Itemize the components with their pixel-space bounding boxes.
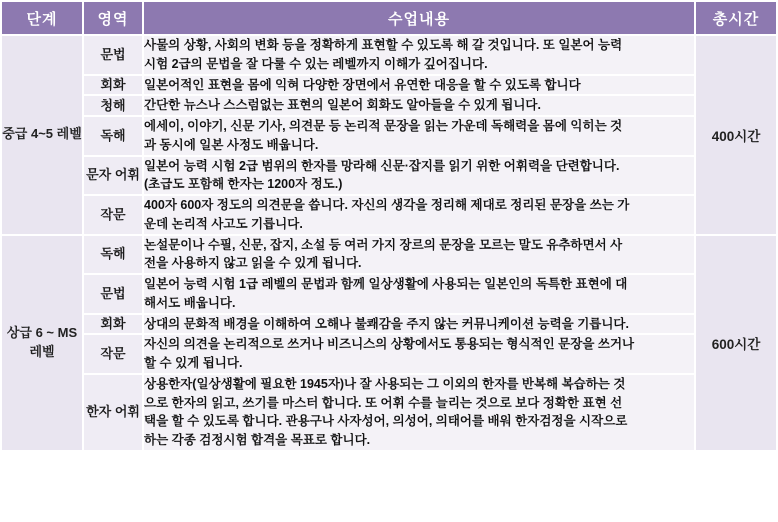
table-row (1, 116, 777, 156)
level-line: 6 ~ MS (35, 324, 78, 340)
total-time-cell-intermediate: 400시간 (695, 35, 777, 235)
area-line: 회화 (100, 77, 126, 93)
content-cell (143, 195, 695, 235)
content-line: 운데 논리적 사고도 기릅니다. (144, 216, 303, 231)
area-line: 독해 (100, 246, 126, 262)
area-cell (83, 235, 143, 275)
area-cell (83, 314, 143, 335)
content-line: 상용한자(일상생활에 필요한 1945자)나 잘 사용되는 그 이외의 한자를 반복해 복습하는 것 (144, 376, 626, 391)
table-row (1, 314, 777, 335)
content-cell (143, 116, 695, 156)
content-line: 해서도 배웁니다. (144, 295, 236, 310)
content-cell (143, 75, 695, 96)
table-row (1, 235, 777, 275)
column-header-total-time: 총시간 (695, 1, 777, 35)
table-row (1, 156, 777, 196)
table-header (1, 1, 777, 35)
content-line: 으로 한자의 읽고, 쓰기를 마스터 합니다. 또 어휘 수를 늘리는 것으로 보다 정확한 표현 선 (144, 395, 623, 410)
content-line: 논설문이나 수필, 신문, 잡지, 소설 등 여러 가지 장르의 문장을 모르는 말도 유추하면서 사 (144, 237, 623, 252)
content-line: 에세이, 이야기, 신문 기사, 의견문 등 논리적 문장을 읽는 가운데 독해력을 몸에 익히는 것 (144, 119, 623, 133)
column-header-content: 수업내용 (143, 1, 695, 35)
table-row (1, 75, 777, 96)
content-line: 하는 각종 검정시험 합격을 목표로 합니다. (144, 433, 371, 447)
content-cell (143, 374, 695, 451)
table-row (1, 334, 777, 374)
content-line: 사물의 상황, 사회의 변화 등을 정확하게 표현할 수 있도록 해 갈 것입니다. 또 일본어 능력 (144, 38, 623, 52)
content-cell (143, 95, 695, 116)
area-line: 독해 (100, 127, 126, 143)
level-line: 4~5 레벨 (30, 126, 82, 142)
area-cell (83, 156, 143, 196)
content-cell (143, 314, 695, 335)
table-header-row (1, 1, 777, 35)
area-line: 문법 (100, 285, 126, 301)
area-line: 작문 (100, 206, 126, 222)
area-line: 어휘 (114, 167, 140, 183)
level-line: 상급 (6, 324, 32, 340)
level-cell-intermediate (1, 35, 83, 235)
content-line: 간단한 뉴스나 스스럼없는 표현의 일본어 회화도 알아들을 수 있게 됩니다. (144, 98, 541, 113)
level-line: 중급 (2, 126, 28, 142)
area-line: 문법 (100, 46, 126, 62)
area-cell (83, 334, 143, 374)
content-cell (143, 334, 695, 374)
content-line: 일본어 능력 시험 1급 레벨의 문법과 함께 일상생활에 사용되는 일본인의 독특한 표현에 대 (144, 277, 628, 291)
content-line: 시험 2급의 문법을 잘 다룰 수 있는 레벨까지 이해가 깊어집니다. (144, 56, 488, 71)
content-line: (초급도 포함해 한자는 1200자 정도.) (144, 177, 343, 192)
area-cell (83, 95, 143, 116)
total-time-cell-advanced: 600시간 (695, 235, 777, 451)
area-cell (83, 75, 143, 96)
area-cell (83, 195, 143, 235)
content-cell (143, 156, 695, 196)
table-row (1, 95, 777, 116)
content-line: 전을 사용하지 않고 읽을 수 있게 됩니다. (144, 256, 362, 271)
column-header-area: 영역 (83, 1, 143, 35)
area-line: 회화 (100, 316, 126, 332)
content-line: 400자 600자 정도의 의견문을 씁니다. 자신의 생각을 정리해 제대로 정리된 문장을 쓰는 가 (144, 198, 630, 212)
area-line: 한자 (86, 404, 112, 420)
area-cell (83, 374, 143, 451)
content-line: 과 동시에 일본 사정도 배웁니다. (144, 137, 319, 152)
content-cell (143, 235, 695, 275)
table-row (1, 374, 777, 451)
content-line: 택을 할 수 있도록 합니다. 관용구나 사자성어, 의성어, 의태어를 배워 한자검정을 시작으로 (144, 414, 628, 429)
area-cell (83, 35, 143, 75)
area-line: 문자 (86, 167, 112, 183)
table-row (1, 274, 777, 314)
level-cell-advanced (1, 235, 83, 451)
area-line: 작문 (100, 346, 126, 362)
table-row (1, 35, 777, 75)
area-line: 어휘 (114, 404, 140, 420)
content-cell (143, 35, 695, 75)
area-cell (83, 274, 143, 314)
area-cell (83, 116, 143, 156)
area-line: 청해 (100, 97, 126, 113)
content-line: 상대의 문화적 배경을 이해하여 오해나 불쾌감을 주지 않는 커뮤니케이션 능력을 기릅니다. (144, 316, 629, 331)
content-line: 자신의 의견을 논리적으로 쓰거나 비즈니스의 상황에서도 통용되는 형식적인 문장을 쓰거나 (144, 337, 635, 352)
content-line: 할 수 있게 됩니다. (144, 356, 243, 370)
content-line: 일본어 능력 시험 2급 범위의 한자를 망라해 신문·잡지를 읽기 위한 어휘력을 단련합니다. (144, 158, 620, 173)
table-body (1, 35, 777, 451)
level-line: 레벨 (29, 343, 55, 359)
column-header-step: 단계 (1, 1, 83, 35)
content-cell (143, 274, 695, 314)
table-row (1, 195, 777, 235)
content-line: 일본어적인 표현을 몸에 익혀 다양한 장면에서 유연한 대응을 할 수 있도록 합니다 (144, 77, 581, 92)
